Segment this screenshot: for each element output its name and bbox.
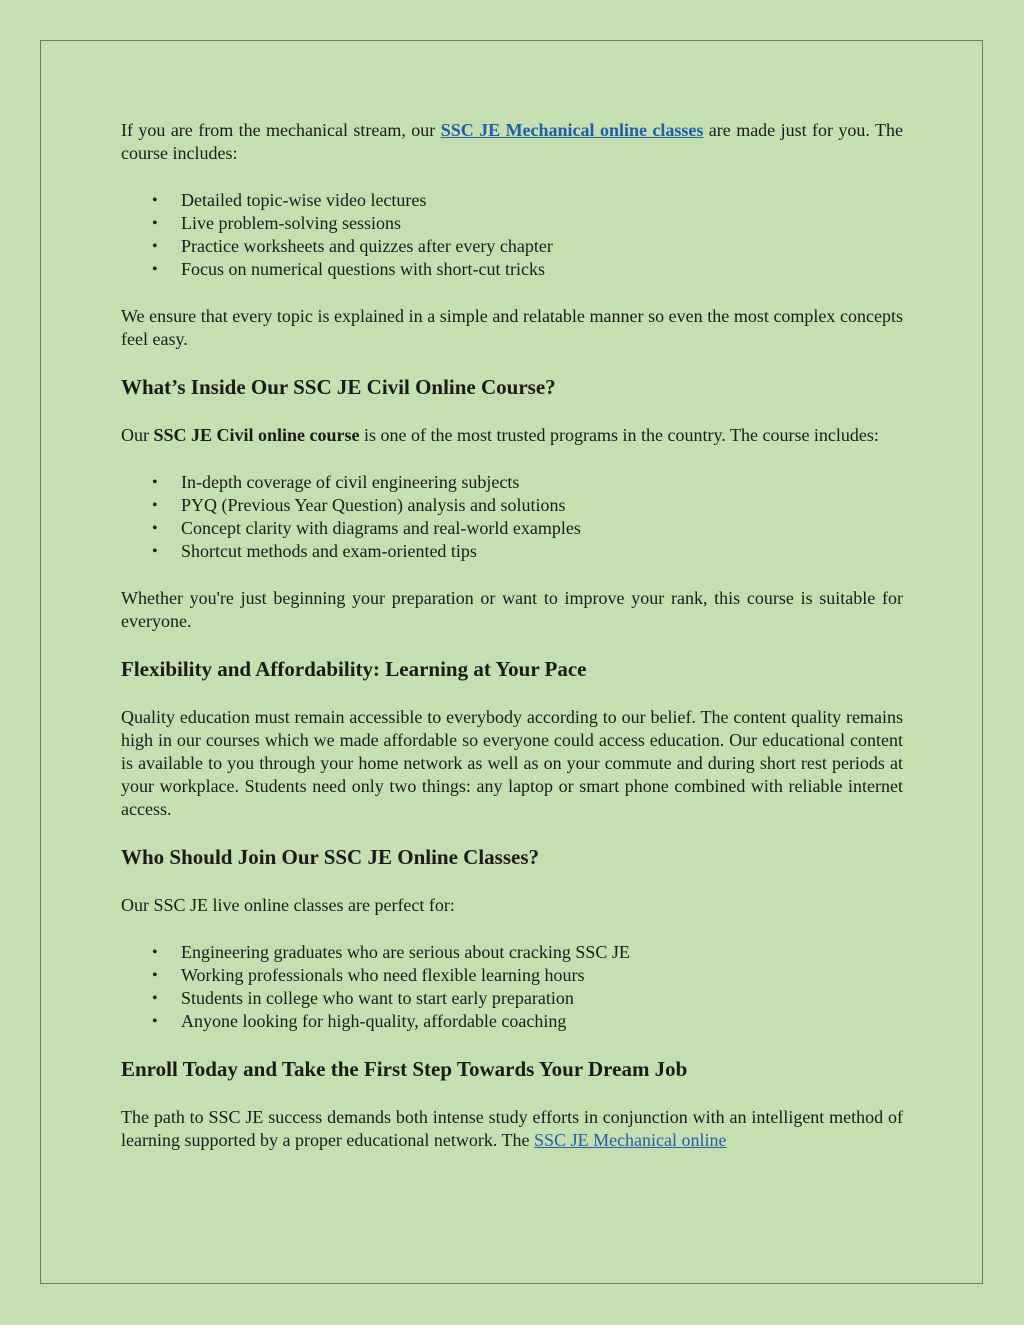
bullet-icon: • xyxy=(152,474,158,491)
bullet-icon: • xyxy=(152,215,158,232)
civil-intro-text-end: is one of the most trusted programs in the country. The course includes: xyxy=(359,425,879,445)
enroll-paragraph xyxy=(121,1106,903,1152)
bullet-icon: • xyxy=(152,497,158,514)
list-item-text: Focus on numerical questions with short-cut tricks xyxy=(181,259,545,279)
ssc-je-mechanical-online-link[interactable]: SSC JE Mechanical online xyxy=(534,1130,727,1150)
list-item xyxy=(121,189,903,212)
bullet-icon: • xyxy=(152,944,158,961)
bullet-icon: • xyxy=(152,990,158,1007)
civil-course-list xyxy=(121,471,903,563)
civil-intro-paragraph xyxy=(121,424,903,447)
who-should-join-heading: Who Should Join Our SSC JE Online Classes? xyxy=(121,845,540,869)
mechanical-closing-paragraph: We ensure that every topic is explained in a simple and relatable manner so even the most complex concepts feel easy. xyxy=(121,306,903,349)
bullet-icon: • xyxy=(152,967,158,984)
mechanical-intro-text-end: are made just for you. The course includes: xyxy=(121,120,903,163)
list-item xyxy=(121,987,903,1010)
list-item-text: Working professionals who need flexible learning hours xyxy=(181,965,585,985)
list-item xyxy=(121,1010,903,1033)
list-item xyxy=(121,212,903,235)
list-item-text: Live problem-solving sessions xyxy=(181,213,401,233)
enroll-text: The path to SSC JE success demands both intense study efforts in conjunction with an intelligent method of learning supported by a proper educational network. The xyxy=(121,1107,903,1150)
enroll-heading: Enroll Today and Take the First Step Towards Your Dream Job xyxy=(121,1057,688,1081)
list-item-text: Students in college who want to start early preparation xyxy=(181,988,574,1008)
list-item xyxy=(121,941,903,964)
bullet-icon: • xyxy=(152,543,158,560)
ssc-je-mechanical-classes-link[interactable]: SSC JE Mechanical online classes xyxy=(440,120,704,140)
list-item-text: Shortcut methods and exam-oriented tips xyxy=(181,541,477,561)
list-item-text: Practice worksheets and quizzes after every chapter xyxy=(181,236,553,256)
mechanical-intro-text: If you are from the mechanical stream, our xyxy=(121,120,441,140)
document-content xyxy=(121,119,903,1152)
who-should-join-intro: Our SSC JE live online classes are perfect for: xyxy=(121,895,455,915)
civil-course-name: SSC JE Civil online course xyxy=(153,425,360,445)
audience-list xyxy=(121,941,903,1033)
list-item xyxy=(121,258,903,281)
civil-course-heading: What’s Inside Our SSC JE Civil Online Course? xyxy=(121,375,556,399)
civil-closing-paragraph: Whether you're just beginning your preparation or want to improve your rank, this course is suitable for everyone. xyxy=(121,588,903,631)
list-item-text: Anyone looking for high-quality, affordable coaching xyxy=(181,1011,567,1031)
bullet-icon: • xyxy=(152,520,158,537)
list-item-text: Engineering graduates who are serious about cracking SSC JE xyxy=(181,942,630,962)
bullet-icon: • xyxy=(152,261,158,278)
list-item-text: Detailed topic-wise video lectures xyxy=(181,190,427,210)
flexibility-heading: Flexibility and Affordability: Learning at Your Pace xyxy=(121,657,587,681)
list-item xyxy=(121,494,903,517)
list-item-text: In-depth coverage of civil engineering subjects xyxy=(181,472,520,492)
list-item-text: PYQ (Previous Year Question) analysis and solutions xyxy=(181,495,566,515)
list-item xyxy=(121,517,903,540)
civil-intro-text: Our xyxy=(121,425,154,445)
mechanical-course-list xyxy=(121,189,903,281)
list-item xyxy=(121,471,903,494)
list-item xyxy=(121,235,903,258)
bullet-icon: • xyxy=(152,238,158,255)
bullet-icon: • xyxy=(152,192,158,209)
flexibility-paragraph: Quality education must remain accessible to everybody according to our belief. The content quality remains high in our courses which we made affordable so everyone could access education. Our educational content is available to you through your home network as well as on your commute and during short rest periods at your workplace. Students need only two things: any laptop or smart phone combined with reliable internet access. xyxy=(121,707,903,819)
mechanical-intro-paragraph xyxy=(121,119,903,165)
list-item-text: Concept clarity with diagrams and real-world examples xyxy=(181,518,581,538)
list-item xyxy=(121,540,903,563)
bullet-icon: • xyxy=(152,1013,158,1030)
list-item xyxy=(121,964,903,987)
